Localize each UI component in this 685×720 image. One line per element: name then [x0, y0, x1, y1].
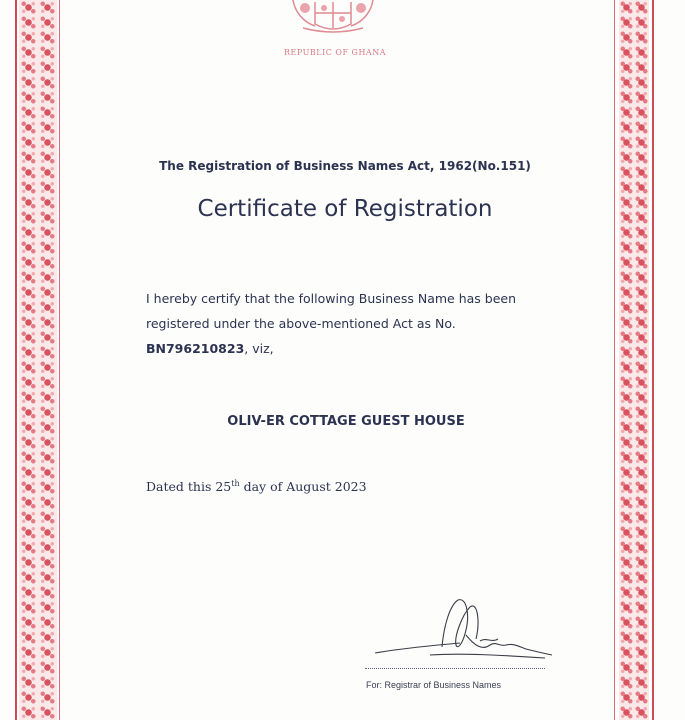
left-decorative-border [19, 0, 57, 720]
country-name: REPUBLIC OF GHANA [284, 48, 386, 57]
right-border-inner-rule [614, 0, 615, 720]
left-border-rule [15, 0, 17, 720]
left-border-inner-rule [59, 0, 60, 720]
date-line [146, 479, 546, 494]
registrar-signature [370, 595, 560, 665]
page-title: Certificate of Registration [197, 196, 493, 222]
dated-suffix: day of August 2023 [239, 479, 367, 495]
dated-prefix: Dated this 25 [146, 479, 232, 495]
right-border-rule [652, 0, 654, 720]
signature-line [365, 668, 545, 669]
coat-of-arms-icon [285, 0, 381, 34]
certify-line-2: registered under the above-mentioned Act as No. [146, 316, 456, 331]
business-name: OLIV-ER COTTAGE GUEST HOUSE [227, 414, 465, 429]
certify-line-1: I hereby certify that the following Business Name has been [146, 291, 517, 306]
act-reference: The Registration of Business Names Act, 1962(No.151) [159, 159, 531, 173]
registration-suffix: , viz, [244, 341, 274, 356]
registration-line [146, 336, 566, 361]
dated-ordinal: th [231, 479, 240, 488]
signatory-label: For: Registrar of Business Names [366, 680, 502, 690]
certification-statement [146, 286, 566, 361]
registration-number: BN796210823 [146, 341, 245, 356]
right-decorative-border [619, 0, 649, 720]
